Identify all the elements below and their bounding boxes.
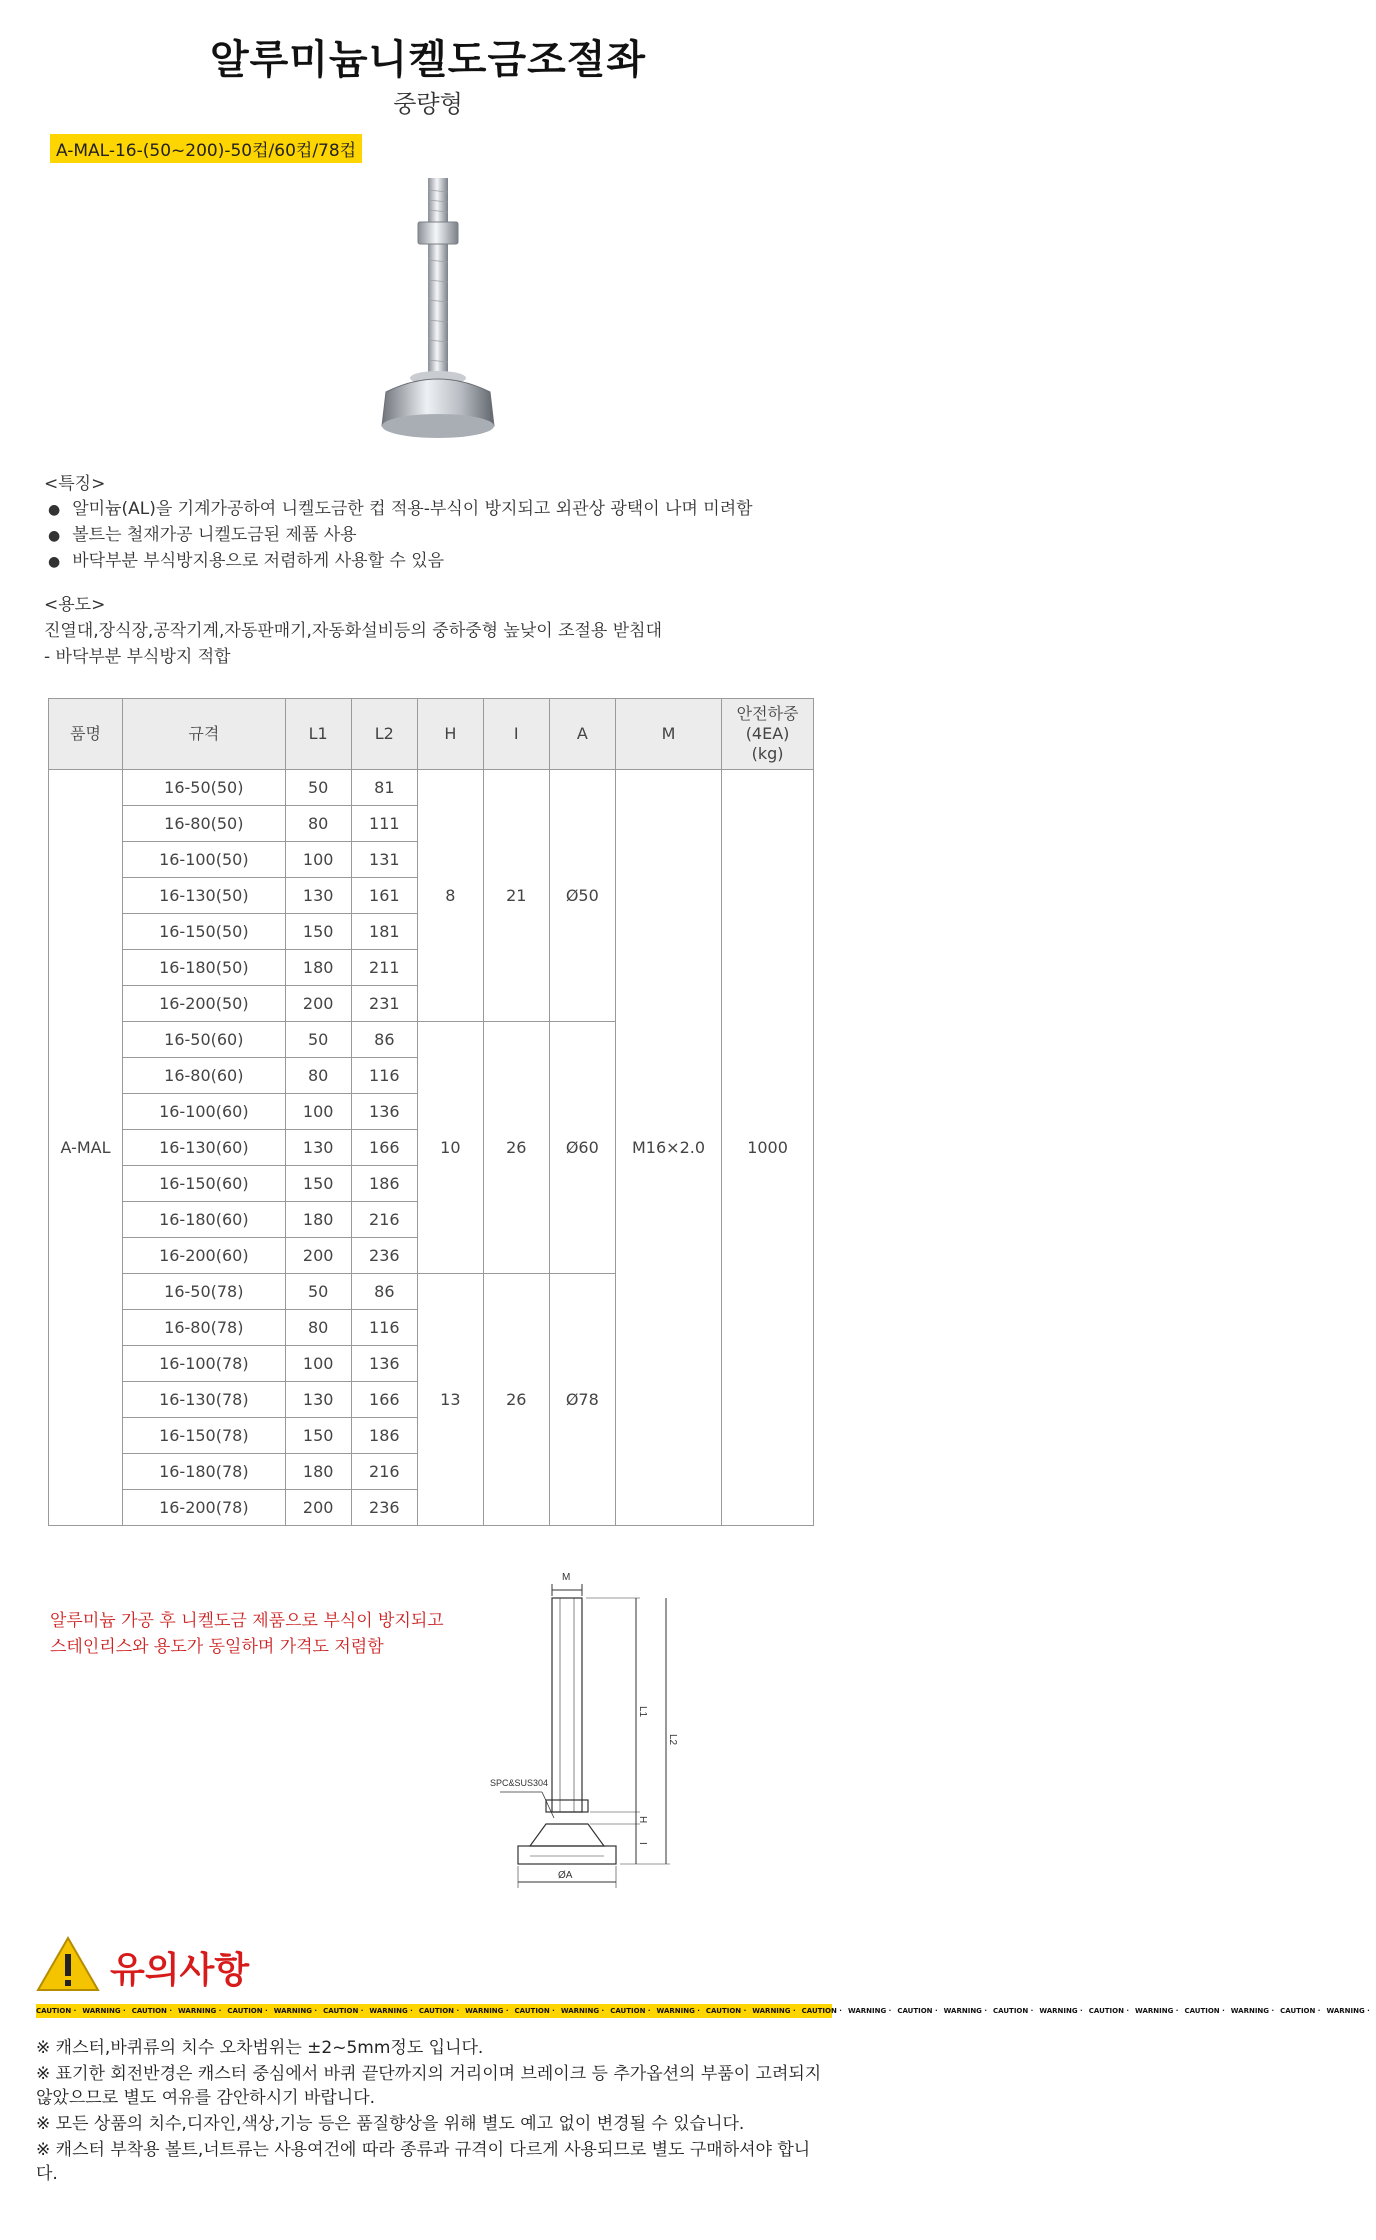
stripe-word: WARNING · — [1135, 2007, 1179, 2015]
stripe-word: WARNING · — [1230, 2007, 1275, 2015]
cell-l1: 50 — [285, 1274, 351, 1310]
cell-l2: 236 — [351, 1238, 417, 1274]
cell-l2: 111 — [351, 806, 417, 842]
cell-l2: 181 — [351, 914, 417, 950]
header-cell: M — [615, 699, 721, 770]
list-item: ● 바닥부분 부식방지용으로 저렴하게 사용할 수 있음 — [48, 549, 753, 575]
cell-spec: 16-200(60) — [123, 1238, 286, 1274]
cell-i: 26 — [483, 1274, 549, 1526]
header-cell: L1 — [285, 699, 351, 770]
uses-section — [44, 592, 662, 670]
stripe-word: WARNING · — [1326, 2007, 1370, 2015]
stripe-word: CAUTION · — [1184, 2007, 1225, 2015]
stripe-word: WARNING · — [1039, 2007, 1083, 2015]
cell-l1: 100 — [285, 842, 351, 878]
note-line: 스테인리스와 용도가 동일하며 가격도 저렴함 — [50, 1637, 384, 1657]
cell-l1: 180 — [285, 1202, 351, 1238]
stripe-word: CAUTION · — [36, 2007, 77, 2015]
cell-l2: 136 — [351, 1346, 417, 1382]
notice-item: ※ 캐스터,바퀴류의 치수 오차범위는 ±2~5mm정도 입니다. — [36, 2038, 484, 2058]
cell-l2: 116 — [351, 1058, 417, 1094]
cell-safe-load: 1000 — [722, 770, 814, 1526]
stripe-word: CAUTION · — [1088, 2007, 1130, 2015]
cell-spec: 16-130(78) — [123, 1382, 286, 1418]
cell-l2: 186 — [351, 1418, 417, 1454]
cell-spec: 16-200(50) — [123, 986, 286, 1022]
product-subtitle: 중량형 — [393, 90, 463, 118]
cell-l2: 236 — [351, 1490, 417, 1526]
stripe-word: CAUTION · — [993, 2007, 1034, 2015]
spec-table — [48, 698, 814, 1526]
notice-item: ※ 캐스터 부착용 볼트,너트류는 사용여건에 따라 종류과 규격이 다르게 사용되므로 별도 구매하셔야 합니다. — [36, 2140, 811, 2184]
cell-l1: 150 — [285, 914, 351, 950]
cell-l2: 231 — [351, 986, 417, 1022]
cell-spec: 16-100(60) — [123, 1094, 286, 1130]
cell-h: 13 — [417, 1274, 483, 1526]
stripe-word: WARNING · — [82, 2007, 126, 2015]
stripe-word: CAUTION · — [323, 2007, 364, 2015]
cell-l2: 86 — [351, 1022, 417, 1058]
cell-i: 26 — [483, 1022, 549, 1274]
stripe-word: CAUTION · — [418, 2007, 460, 2015]
cell-l1: 130 — [285, 878, 351, 914]
cell-h: 8 — [417, 770, 483, 1022]
note-line: 알루미늄 가공 후 니켈도금 제품으로 부식이 방지되고 — [50, 1611, 444, 1631]
cell-l1: 50 — [285, 1022, 351, 1058]
caution-title: 유의사항 — [110, 1950, 250, 1991]
cell-l1: 100 — [285, 1346, 351, 1382]
cell-l1: 150 — [285, 1418, 351, 1454]
cell-l2: 216 — [351, 1454, 417, 1490]
cell-spec: 16-80(78) — [123, 1310, 286, 1346]
header-cell: 품명 — [49, 699, 123, 770]
cell-spec: 16-130(60) — [123, 1130, 286, 1166]
cell-spec: 16-100(50) — [123, 842, 286, 878]
list-item: ● 알미늄(AL)을 기계가공하여 니켈도금한 컵 적용-부식이 방지되고 외관상 광택이 나며 미려함 — [48, 497, 753, 523]
stripe-word: WARNING · — [465, 2007, 509, 2015]
label-l2: L2 — [667, 1734, 678, 1746]
cell-spec: 16-80(60) — [123, 1058, 286, 1094]
cell-l1: 200 — [285, 1238, 351, 1274]
cell-l1: 50 — [285, 770, 351, 806]
uses-heading: <용도> — [44, 595, 106, 615]
stripe-word: CAUTION · — [1280, 2007, 1321, 2015]
cell-l2: 136 — [351, 1094, 417, 1130]
cell-l2: 211 — [351, 950, 417, 986]
stripe-word: WARNING · — [943, 2007, 988, 2015]
stripe-word: WARNING · — [273, 2007, 318, 2015]
cell-product-name: A-MAL — [49, 770, 123, 1526]
stripe-word: CAUTION · — [897, 2007, 938, 2015]
label-a: ØA — [558, 1870, 573, 1881]
label-l1: L1 — [637, 1706, 648, 1718]
cell-spec: 16-150(60) — [123, 1166, 286, 1202]
stripe-word: WARNING · — [369, 2007, 413, 2015]
cell-l2: 216 — [351, 1202, 417, 1238]
cell-h: 10 — [417, 1022, 483, 1274]
cell-l2: 186 — [351, 1166, 417, 1202]
cell-l2: 116 — [351, 1310, 417, 1346]
cell-spec: 16-180(78) — [123, 1454, 286, 1490]
cell-l2: 86 — [351, 1274, 417, 1310]
header-cell: L2 — [351, 699, 417, 770]
table-row — [49, 770, 814, 806]
material-note — [50, 1608, 444, 1660]
cell-a: Ø78 — [549, 1274, 615, 1526]
header-cell: H — [417, 699, 483, 770]
stripe-word: CAUTION · — [514, 2007, 555, 2015]
cell-a: Ø60 — [549, 1022, 615, 1274]
dimension-diagram — [490, 1556, 740, 1916]
stripe-word: CAUTION · — [131, 2007, 173, 2015]
notice-item: ※ 모든 상품의 치수,디자인,색상,기능 등은 품질향상을 위해 별도 예고 없이 변경될 수 있습니다. — [36, 2114, 745, 2134]
cell-l1: 130 — [285, 1130, 351, 1166]
uses-line: 진열대,장식장,공작기계,자동판매기,자동화설비등의 중하중형 높낮이 조절용 받침대 — [44, 621, 662, 641]
features-section — [44, 472, 753, 575]
stripe-word: WARNING · — [656, 2007, 700, 2015]
cell-a: Ø50 — [549, 770, 615, 1022]
table-header-row — [49, 699, 814, 770]
stripe-word: WARNING · — [752, 2007, 796, 2015]
notice-list — [36, 2036, 826, 2188]
cell-l1: 130 — [285, 1382, 351, 1418]
cell-spec: 16-180(60) — [123, 1202, 286, 1238]
notice-item: ※ 표기한 회전반경은 캐스터 중심에서 바퀴 끝단까지의 거리이며 브레이크 등 추가옵션의 부품이 고려되지 않았으므로 별도 여유를 감안하시기 바랍니다. — [36, 2064, 822, 2108]
header-cell: 규격 — [123, 699, 286, 770]
caution-stripe — [36, 2004, 1370, 2018]
cell-spec: 16-200(78) — [123, 1490, 286, 1526]
cell-spec: 16-50(78) — [123, 1274, 286, 1310]
stripe-word: CAUTION · — [801, 2007, 842, 2015]
cell-l2: 166 — [351, 1382, 417, 1418]
cell-m: M16×2.0 — [615, 770, 721, 1526]
cell-l1: 100 — [285, 1094, 351, 1130]
cell-spec: 16-150(50) — [123, 914, 286, 950]
features-list — [44, 497, 753, 575]
features-heading: <특징> — [44, 474, 106, 494]
label-m: M — [562, 1572, 571, 1583]
cell-spec: 16-150(78) — [123, 1418, 286, 1454]
cell-spec: 16-180(50) — [123, 950, 286, 986]
cell-l2: 166 — [351, 1130, 417, 1166]
warning-triangle-icon — [36, 1934, 100, 1994]
cell-l1: 150 — [285, 1166, 351, 1202]
cell-l1: 80 — [285, 806, 351, 842]
cell-l1: 80 — [285, 1058, 351, 1094]
label-i: I — [637, 1842, 648, 1845]
model-code-tag: A-MAL-16-(50~200)-50컵/60컵/78컵 — [50, 134, 362, 163]
cell-spec: 16-80(50) — [123, 806, 286, 842]
stripe-word: WARNING · — [178, 2007, 222, 2015]
cell-spec: 16-100(78) — [123, 1346, 286, 1382]
stripe-word: CAUTION · — [610, 2007, 651, 2015]
stripe-word: CAUTION · — [227, 2007, 268, 2015]
header-cell: I — [483, 699, 549, 770]
stripe-word: WARNING · — [560, 2007, 605, 2015]
cell-l2: 81 — [351, 770, 417, 806]
cell-l1: 180 — [285, 1454, 351, 1490]
header-cell: A — [549, 699, 615, 770]
product-photo — [360, 170, 520, 450]
table-body — [49, 770, 814, 1526]
list-item: ● 볼트는 철재가공 니켈도금된 제품 사용 — [48, 523, 753, 549]
cell-l1: 180 — [285, 950, 351, 986]
cell-l1: 200 — [285, 986, 351, 1022]
uses-line: - 바닥부분 부식방지 적합 — [44, 647, 231, 667]
cell-l1: 200 — [285, 1490, 351, 1526]
stripe-word: WARNING · — [847, 2007, 892, 2015]
cell-spec: 16-130(50) — [123, 878, 286, 914]
label-h: H — [637, 1816, 648, 1824]
cell-l2: 161 — [351, 878, 417, 914]
cell-spec: 16-50(60) — [123, 1022, 286, 1058]
product-title: 알루미늄니켈도금조절좌 — [209, 37, 647, 83]
stripe-word: CAUTION · — [705, 2007, 747, 2015]
cell-l2: 131 — [351, 842, 417, 878]
cell-l1: 80 — [285, 1310, 351, 1346]
header-cell: 안전하중 (4EA) (kg) — [722, 699, 814, 770]
label-material: SPC&SUS304 — [490, 1778, 549, 1788]
cell-spec: 16-50(50) — [123, 770, 286, 806]
cell-i: 21 — [483, 770, 549, 1022]
